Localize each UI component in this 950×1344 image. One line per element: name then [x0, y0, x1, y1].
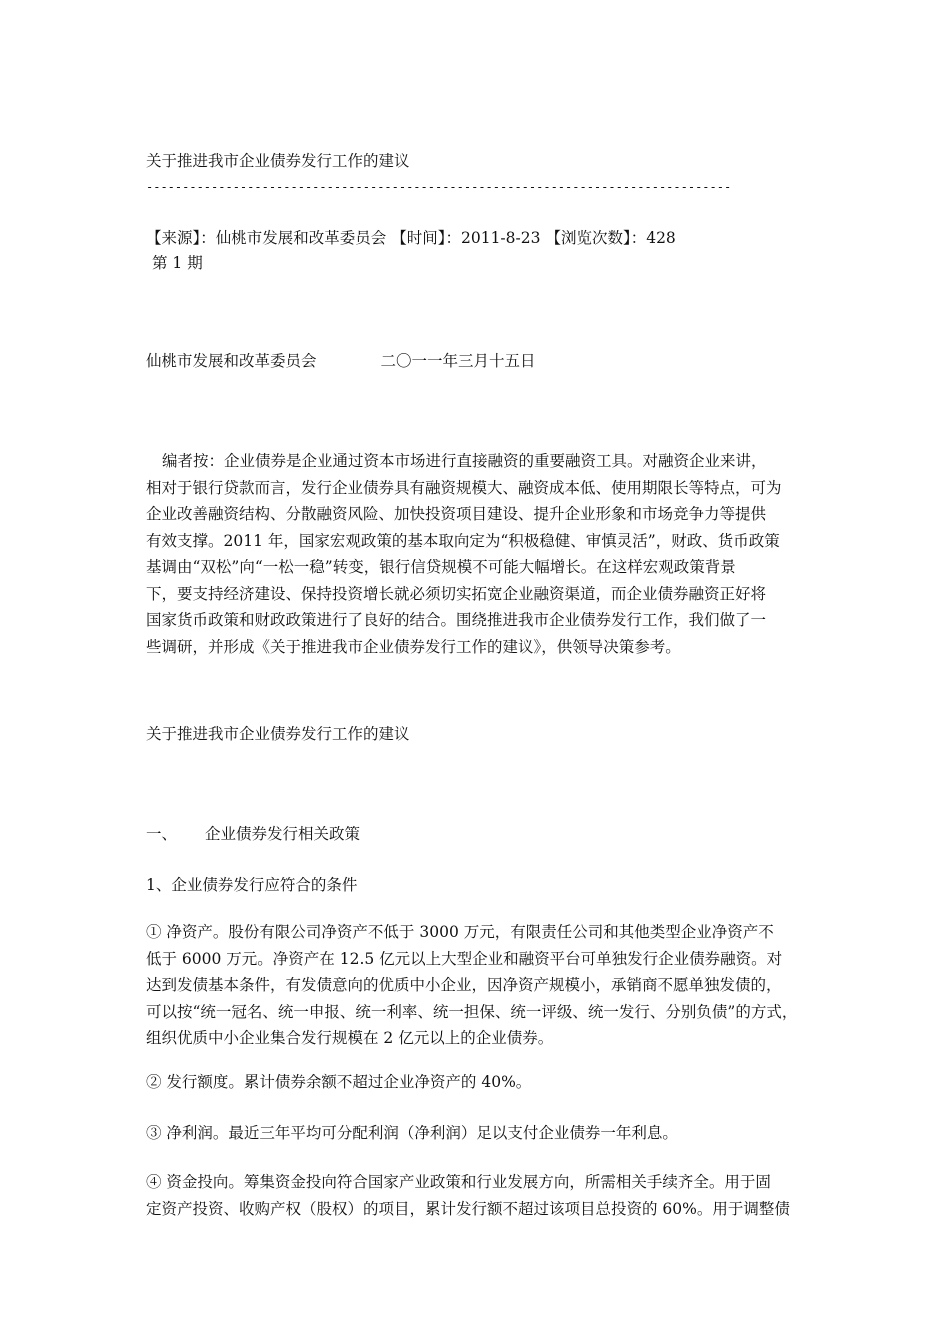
subtitle: 关于推进我市企业债券发行工作的建议 [146, 725, 410, 743]
views-value: 428 [646, 229, 676, 247]
editor-note-line: 有效支撑。2011 年，国家宏观政策的基本取向定为“积极稳健、审慎灵活”，财政、货币政策 [146, 531, 780, 550]
source-label: 【来源】： [146, 229, 216, 247]
editor-note [146, 448, 816, 660]
meta-line [146, 225, 816, 251]
doc-title: 关于推进我市企业债券发行工作的建议 [146, 152, 410, 170]
title-divider: --------------------------------------------------------------------------------- [146, 180, 732, 194]
section-number: 一、 [146, 825, 178, 843]
editor-note-line: 些调研，并形成《关于推进我市企业债券发行工作的建议》，供领导决策参考。 [146, 637, 681, 656]
item-line: 低于 6000 万元。净资产在 12.5 亿元以上大型企业和融资平台可单独发行企业债券融资。对 [146, 949, 783, 968]
item-line: 定资产投资、收购产权（股权）的项目，累计发行额不超过该项目总投资的 60%。用于调整债 [146, 1199, 790, 1218]
section-title: 企业债券发行相关政策 [205, 825, 361, 843]
editor-note-line: 相对于银行贷款而言，发行企业债券具有融资规模大、融资成本低、使用期限长等特点，可为 [146, 478, 782, 497]
item-line: ① 净资产。股份有限公司净资产不低于 3000 万元，有限责任公司和其他类型企业净资产不 [146, 923, 774, 941]
editor-note-line: 编者按：企业债券是企业通过资本市场进行直接融资的重要融资工具。对融资企业来讲， [162, 452, 767, 470]
publisher: 仙桃市发展和改革委员会 [146, 352, 317, 370]
subsection-heading: 1、企业债券发行应符合的条件 [146, 876, 358, 894]
item-line: 达到发债基本条件，有发债意向的优质中小企业，因净资产规模小，承销商不愿单独发债的， [146, 976, 782, 994]
editor-note-line: 国家货币政策和财政政策进行了良好的结合。围绕推进我市企业债券发行工作，我们做了一 [146, 611, 767, 629]
condition-item-1 [146, 919, 816, 1052]
editor-note-line: 企业改善融资结构、分散融资风险、加快投资项目建设、提升企业形象和市场竞争力等提供 [146, 505, 767, 523]
date: 二〇一一年三月十五日 [380, 352, 536, 370]
editor-note-line: 下，要支持经济建设、保持投资增长就必须切实拓宽企业融资渠道，而企业债券融资正好将 [146, 584, 767, 603]
editor-note-line: 基调由“双松”向“一松一稳”转变，银行信贷规模不可能大幅增长。在这样宏观政策背景 [146, 558, 736, 576]
item-line: ④ 资金投向。筹集资金投向符合国家产业政策和行业发展方向，所需相关手续齐全。用于固 [146, 1173, 771, 1191]
item-line: 可以按“统一冠名、统一申报、统一利率、统一担保、统一评级、统一发行、分别负债”的方式， [146, 1002, 798, 1021]
condition-item-4 [146, 1169, 816, 1222]
source-value: 仙桃市发展和改革委员会 [215, 229, 387, 247]
item-line: 组织优质中小企业集合发行规模在 2 亿元以上的企业债券。 [146, 1029, 554, 1047]
condition-item-2: ② 发行额度。累计债券余额不超过企业净资产的 40%。 [146, 1073, 532, 1091]
time-value: 2011-8-23 [460, 229, 541, 247]
issue-number: 第 1 期 [152, 254, 203, 272]
publisher-date-line [146, 348, 816, 374]
condition-item-3: ③ 净利润。最近三年平均可分配利润（净利润）足以支付企业债券一年利息。 [146, 1124, 678, 1142]
views-label: 【浏览次数】： [545, 229, 647, 247]
time-label: 【时间】： [391, 229, 461, 247]
section-heading [146, 821, 816, 847]
